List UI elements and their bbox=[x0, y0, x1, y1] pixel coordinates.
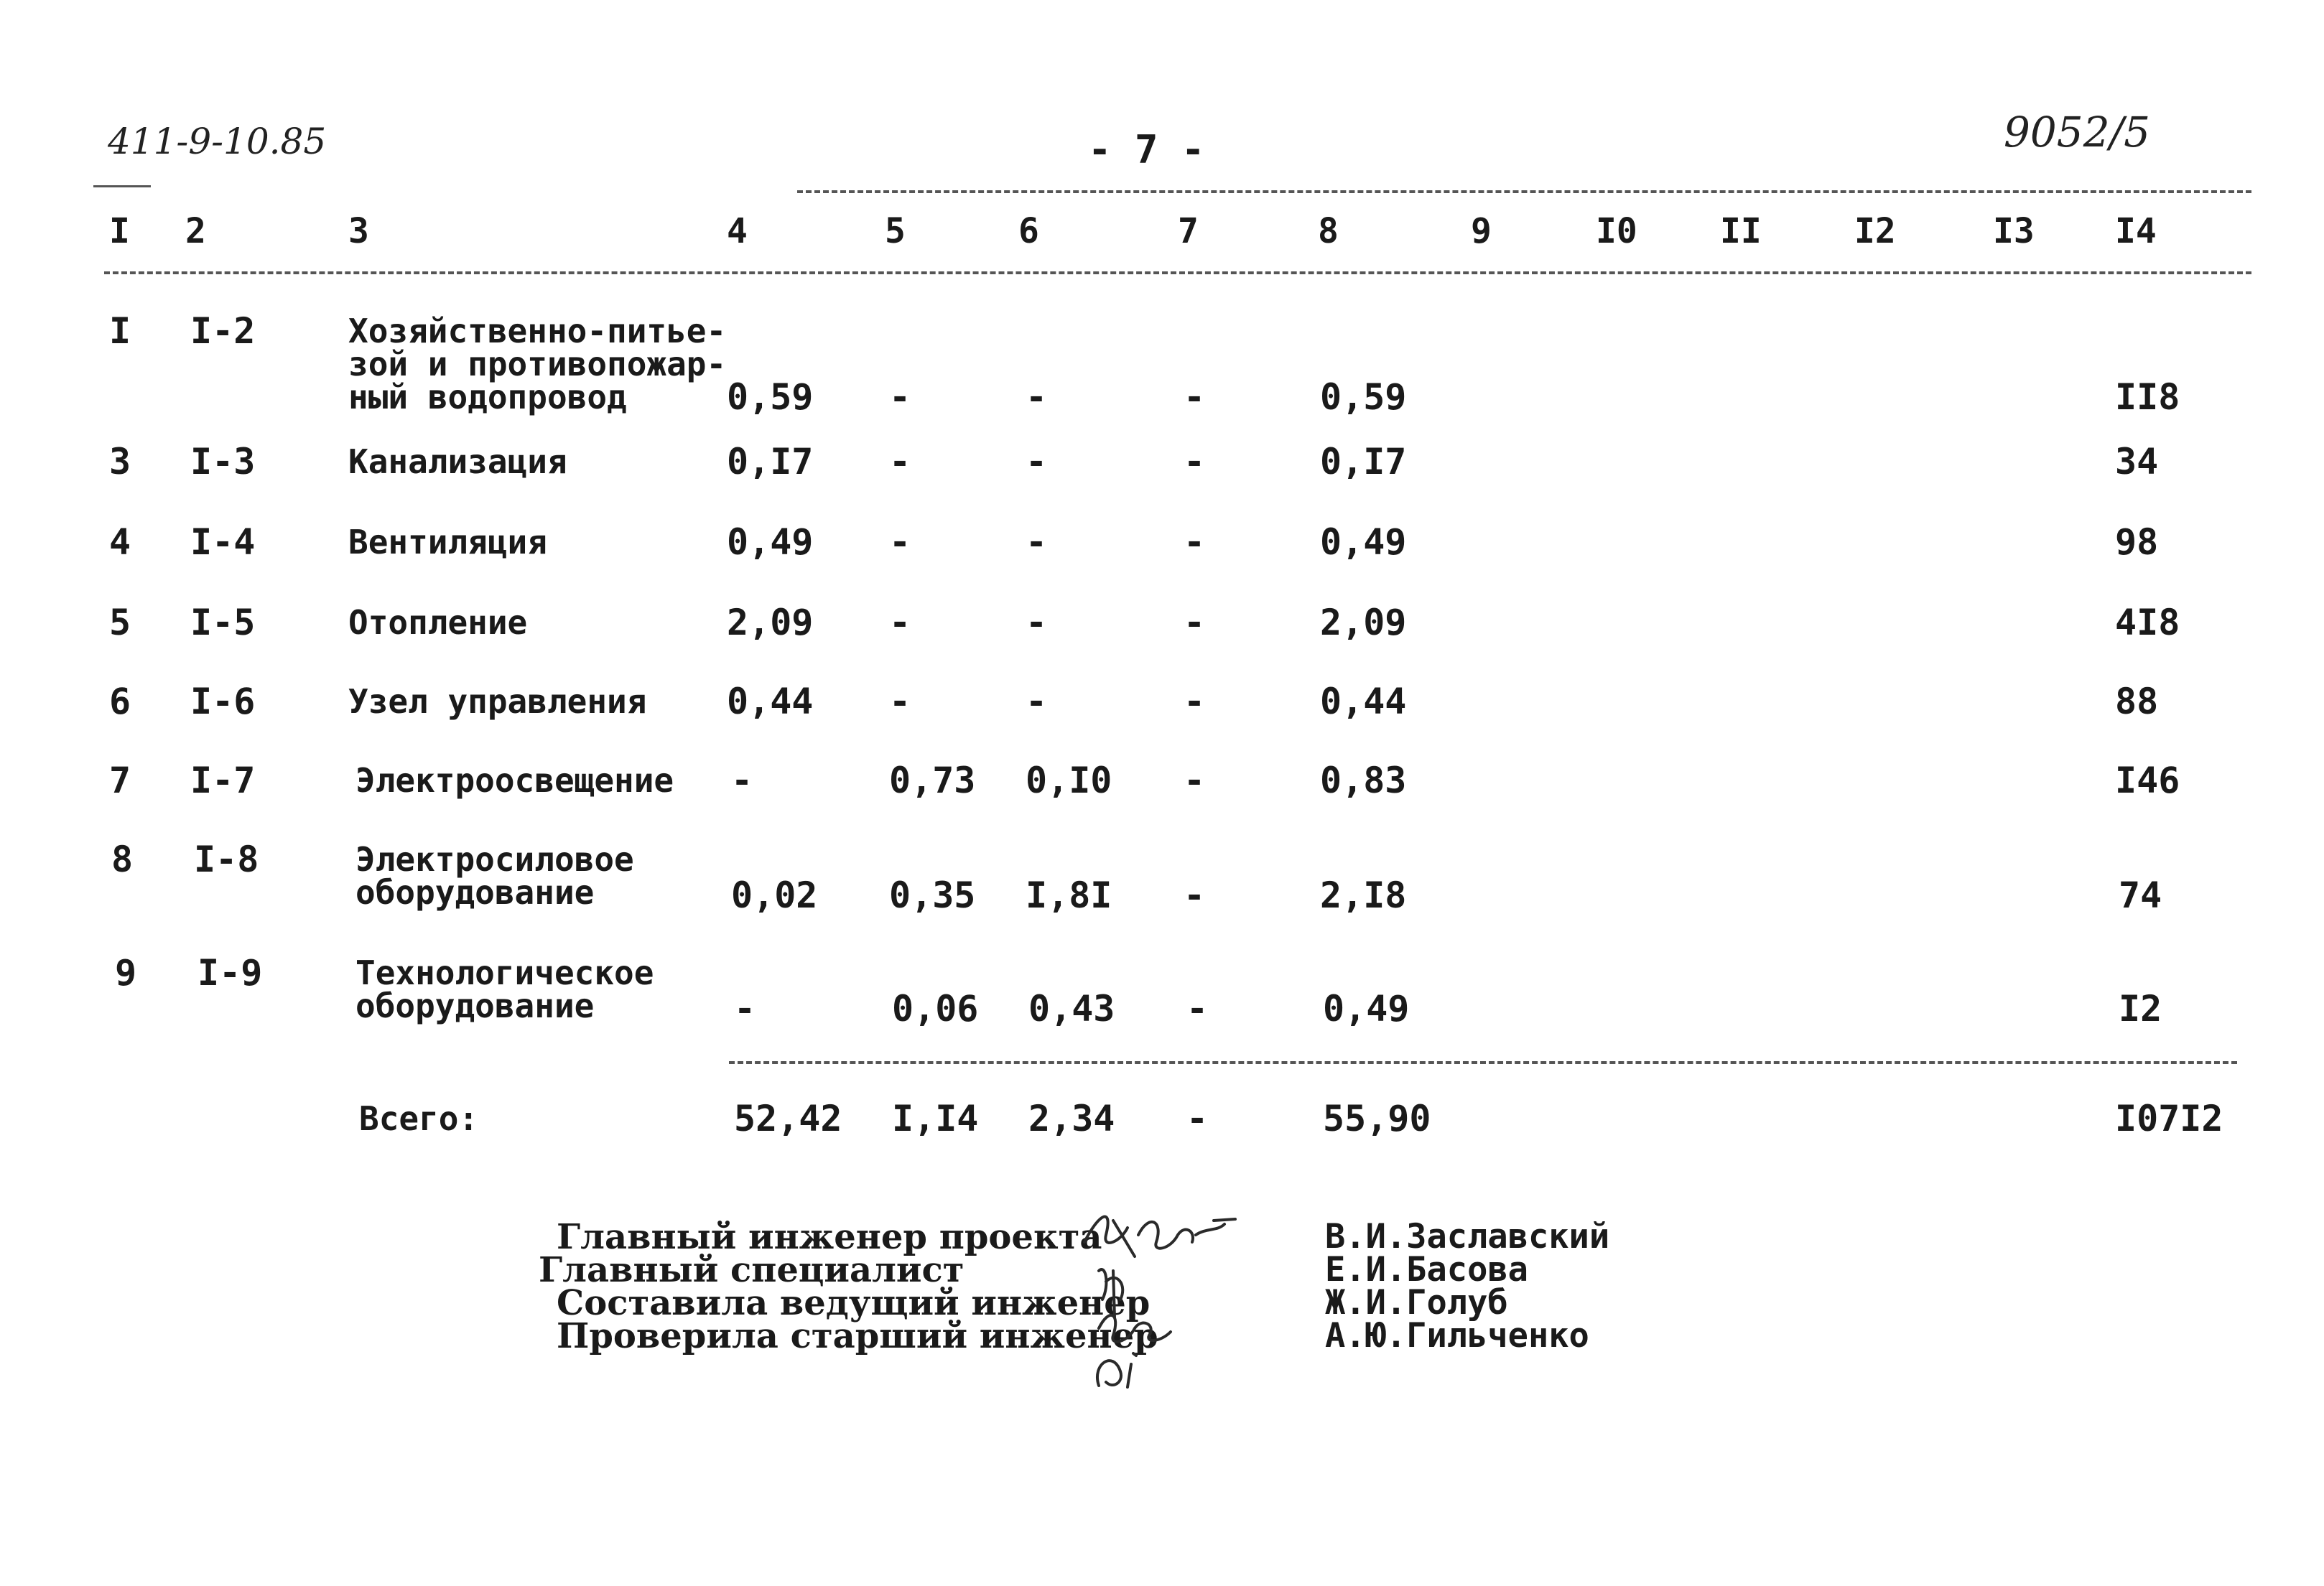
table-row-cell-code: I-7 bbox=[190, 760, 256, 801]
table-row-cell-c14: II8 bbox=[2115, 376, 2180, 418]
table-row-cell-c14: 34 bbox=[2115, 441, 2159, 482]
table-row-cell-c5: 0,35 bbox=[889, 874, 976, 916]
name-line: Вентиляция bbox=[348, 523, 547, 561]
name-line: Технологическое bbox=[355, 953, 654, 992]
table-row-cell-c4: 0,44 bbox=[727, 681, 814, 722]
name-line: Электроосвещение bbox=[355, 761, 674, 800]
total-c7: - bbox=[1186, 1098, 1209, 1139]
table-row-cell-code: I-9 bbox=[197, 952, 263, 994]
header-bottom-rule bbox=[104, 271, 2251, 274]
table-row-cell-c6: - bbox=[1026, 441, 1048, 482]
table-row-cell-code: I-4 bbox=[190, 521, 256, 563]
signature-name: А.Ю.Гильченко bbox=[1325, 1316, 1589, 1356]
table-row-cell-c14: I2 bbox=[2119, 988, 2162, 1030]
table-row-cell-c4: 0,02 bbox=[731, 874, 818, 916]
name-line: Канализация bbox=[348, 442, 567, 481]
table-row-cell-c5: 0,06 bbox=[892, 988, 979, 1030]
total-rule bbox=[729, 1061, 2237, 1064]
top-rule bbox=[797, 190, 2251, 193]
table-row-cell-c14: 88 bbox=[2115, 681, 2159, 722]
table-row-cell-c8: 0,59 bbox=[1320, 376, 1407, 418]
table-row-cell-c6: - bbox=[1026, 521, 1048, 563]
table-row-cell-name bbox=[348, 442, 567, 481]
total-c5: I,I4 bbox=[892, 1098, 979, 1139]
handwritten-signatures bbox=[1070, 1192, 1300, 1400]
table-row-cell-num: 9 bbox=[115, 952, 137, 994]
table-row-cell-c6: I,8I bbox=[1026, 874, 1112, 916]
signature-name: Е.И.Басова bbox=[1325, 1250, 1528, 1289]
table-row-cell-c14: I46 bbox=[2115, 760, 2180, 801]
col-header-10: I0 bbox=[1596, 211, 1637, 251]
table-row-cell-name bbox=[348, 682, 647, 721]
table-row-cell-c6: - bbox=[1026, 376, 1048, 418]
name-line: ный водопровод bbox=[348, 378, 627, 416]
table-row-cell-num: 4 bbox=[109, 521, 131, 563]
table-row-cell-num: 7 bbox=[109, 760, 131, 801]
total-c14: I07I2 bbox=[2115, 1098, 2223, 1139]
total-c6: 2,34 bbox=[1028, 1098, 1115, 1139]
table-row-cell-c7: - bbox=[1184, 602, 1206, 643]
table-row-cell-code: I-2 bbox=[190, 310, 256, 352]
table-row-cell-c5: - bbox=[889, 602, 911, 643]
table-row-cell-code: I-5 bbox=[190, 602, 256, 643]
name-line: оборудование bbox=[355, 986, 595, 1025]
document-code: 411-9-10.85 bbox=[108, 121, 327, 162]
table-row-cell-c4: 0,49 bbox=[727, 521, 814, 563]
table-row-cell-c8: 0,49 bbox=[1320, 521, 1407, 563]
table-row-cell-code: I-8 bbox=[194, 839, 259, 880]
signature-role: Составила ведущий инженер bbox=[557, 1283, 1151, 1323]
table-row-cell-num: 3 bbox=[109, 441, 131, 482]
table-row-cell-c5: - bbox=[889, 681, 911, 722]
name-line: Хозяйственно-питье- bbox=[348, 312, 727, 350]
name-line: Узел управления bbox=[348, 682, 647, 721]
table-row-cell-c4: - bbox=[731, 760, 753, 801]
table-row-cell-c8: 2,I8 bbox=[1320, 874, 1407, 916]
col-header-8: 8 bbox=[1318, 211, 1339, 251]
table-row-cell-c8: 0,I7 bbox=[1320, 441, 1407, 482]
table-row-cell-c7: - bbox=[1184, 874, 1206, 916]
table-row-cell-code: I-3 bbox=[190, 441, 256, 482]
table-row-cell-c7: - bbox=[1184, 760, 1206, 801]
table-row-cell-c5: - bbox=[889, 376, 911, 418]
name-line: зой и противопожар- bbox=[348, 345, 727, 383]
table-row-cell-c7: - bbox=[1184, 681, 1206, 722]
table-row-cell-c5: - bbox=[889, 521, 911, 563]
table-row-cell-c4: 0,I7 bbox=[727, 441, 814, 482]
table-row-cell-c6: 0,I0 bbox=[1026, 760, 1112, 801]
sheet-reference: 9052/5 bbox=[2004, 108, 2151, 157]
col-header-9: 9 bbox=[1471, 211, 1492, 251]
table-row-cell-name bbox=[348, 314, 726, 414]
signature-role: Главный инженер проекта bbox=[557, 1217, 1102, 1257]
table-row-cell-c8: 2,09 bbox=[1320, 602, 1407, 643]
table-row-cell-name bbox=[355, 840, 634, 912]
table-row-cell-num: 8 bbox=[111, 839, 134, 880]
table-row-cell-code: I-6 bbox=[190, 681, 256, 722]
total-c8: 55,90 bbox=[1323, 1098, 1431, 1139]
col-header-7: 7 bbox=[1178, 211, 1199, 251]
col-header-13: I3 bbox=[1993, 211, 2035, 251]
table-row-cell-c4: 2,09 bbox=[727, 602, 814, 643]
table-row-cell-name bbox=[348, 523, 547, 561]
col-header-2: 2 bbox=[185, 211, 206, 251]
col-header-1: I bbox=[109, 211, 130, 251]
table-row-cell-c6: - bbox=[1026, 681, 1048, 722]
table-row-cell-c14: 98 bbox=[2115, 521, 2159, 563]
table-row-cell-c7: - bbox=[1186, 988, 1209, 1030]
total-c4: 52,42 bbox=[734, 1098, 842, 1139]
table-row-cell-c14: 4I8 bbox=[2115, 602, 2180, 643]
col-header-11: II bbox=[1720, 211, 1762, 251]
table-row-cell-name bbox=[355, 953, 654, 1025]
col-header-6: 6 bbox=[1018, 211, 1039, 251]
table-row-cell-c7: - bbox=[1184, 441, 1206, 482]
table-row-cell-c6: 0,43 bbox=[1028, 988, 1115, 1030]
table-row-cell-name bbox=[348, 603, 528, 642]
signature-role: Проверила старший инженер bbox=[557, 1316, 1158, 1356]
table-row-cell-num: I bbox=[109, 310, 131, 352]
table-row-cell-c5: - bbox=[889, 441, 911, 482]
col-header-14: I4 bbox=[2115, 211, 2157, 251]
signature-role: Главный специалист bbox=[539, 1250, 965, 1290]
col-header-12: I2 bbox=[1854, 211, 1896, 251]
page-number: - 7 - bbox=[1088, 127, 1205, 172]
table-row-cell-c8: 0,49 bbox=[1323, 988, 1410, 1030]
name-line: оборудование bbox=[355, 873, 595, 912]
table-row-cell-c4: - bbox=[734, 988, 756, 1030]
table-row-cell-c14: 74 bbox=[2119, 874, 2162, 916]
table-row-cell-c8: 0,44 bbox=[1320, 681, 1407, 722]
top-rule-left bbox=[93, 185, 151, 187]
col-header-4: 4 bbox=[727, 211, 748, 251]
table-row-cell-c4: 0,59 bbox=[727, 376, 814, 418]
name-line: Электросиловое bbox=[355, 840, 634, 879]
signature-name: В.И.Заславский bbox=[1325, 1217, 1610, 1256]
table-row-cell-c7: - bbox=[1184, 376, 1206, 418]
name-line: Отопление bbox=[348, 603, 528, 642]
table-row-cell-c7: - bbox=[1184, 521, 1206, 563]
col-header-5: 5 bbox=[885, 211, 906, 251]
table-row-cell-num: 6 bbox=[109, 681, 131, 722]
signature-name: Ж.И.Голуб bbox=[1325, 1283, 1508, 1323]
table-row-cell-c6: - bbox=[1026, 602, 1048, 643]
table-row-cell-num: 5 bbox=[109, 602, 131, 643]
table-row-cell-name bbox=[355, 761, 674, 800]
table-row-cell-c8: 0,83 bbox=[1320, 760, 1407, 801]
total-label: Всего: bbox=[359, 1099, 479, 1138]
table-row-cell-c5: 0,73 bbox=[889, 760, 976, 801]
col-header-3: 3 bbox=[348, 211, 369, 251]
